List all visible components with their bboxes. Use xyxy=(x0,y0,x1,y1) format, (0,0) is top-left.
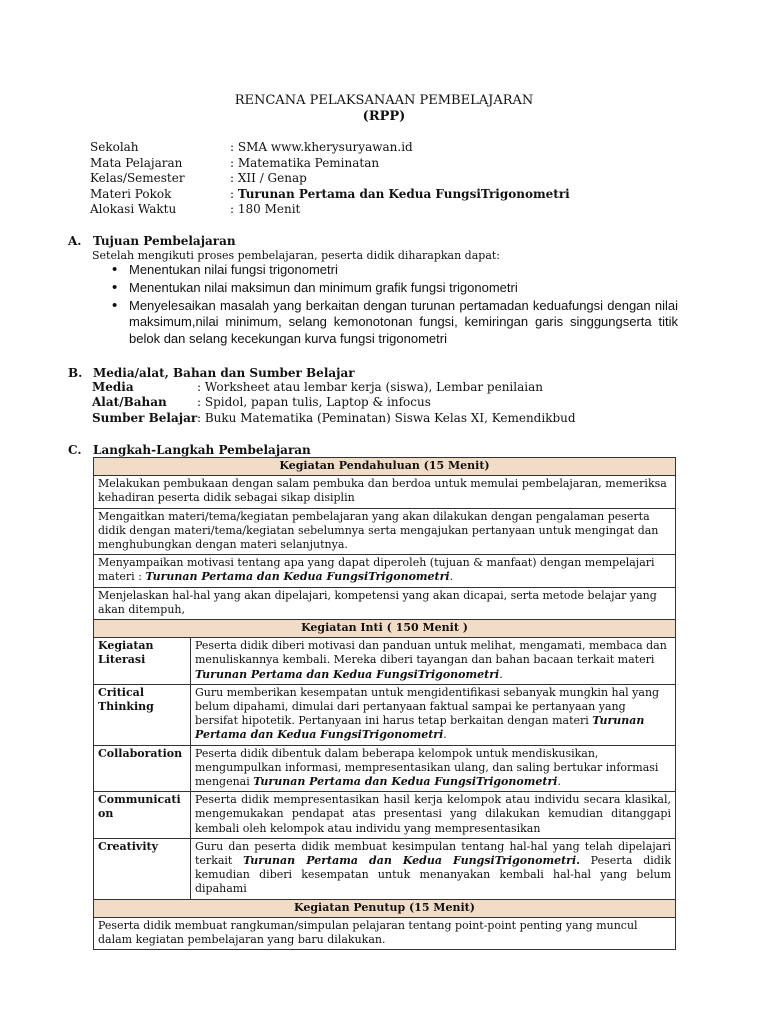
section-title: Media/alat, Bahan dan Sumber Belajar xyxy=(93,366,355,380)
row-label: Collaboration xyxy=(94,745,191,792)
info-label: Alokasi Waktu xyxy=(90,202,177,217)
table-cell: Melakukan pembukaan dengan salam pembuka dan berdoa untuk memulai pembelajaran, memeriksa kehadiran peserta didik sebagai sikap disiplin xyxy=(94,476,676,508)
row-label: Kegiatan Literasi xyxy=(94,638,191,685)
cell-emphasis: Turunan Pertama dan Kedua FungsiTrigonometri. xyxy=(243,854,580,868)
section-a-heading xyxy=(68,234,236,248)
pendahuluan-heading: Kegiatan Pendahuluan (15 Menit) xyxy=(94,458,676,476)
info-label: Materi Pokok xyxy=(90,186,172,201)
section-b-heading xyxy=(68,366,355,380)
table-cell xyxy=(191,638,676,685)
table-cell: Menjelaskan hal-hal yang akan dipelajari, kompetensi yang akan dicapai, serta metode belajar yang akan ditempuh, xyxy=(94,587,676,619)
cell-emphasis: Turunan Pertama dan Kedua FungsiTrigonometri xyxy=(145,570,450,584)
media-label: Media xyxy=(92,380,134,394)
media-row xyxy=(92,380,576,395)
info-value-prefix: : xyxy=(230,186,238,201)
table-row xyxy=(94,620,676,638)
table-cell: Peserta didik membuat rangkuman/simpulan pelajaran tentang point-point penting yang muncul dalam kegiatan pembelajaran yang baru dilakukan. xyxy=(94,917,676,949)
list-item: • Menentukan nilai maksimun dan minimum grafik fungsi trigonometri xyxy=(112,280,678,297)
section-title: Tujuan Pembelajaran xyxy=(93,234,236,248)
media-label: Alat/Bahan xyxy=(92,395,167,410)
materi-pokok-value: Turunan Pertama dan Kedua FungsiTrigonometri xyxy=(237,186,570,201)
inti-heading: Kegiatan Inti ( 150 Menit ) xyxy=(94,620,676,638)
info-row-sekolah xyxy=(90,140,570,156)
section-a-intro: Setelah mengikuti proses pembelajaran, peserta didik diharapkan dapat: xyxy=(92,249,501,262)
table-cell xyxy=(191,684,676,745)
cell-tail: Peserta didik kemudian diberi kesempatan untuk menanyakan kembali hal-hal yang belum dipahami xyxy=(195,854,671,896)
table-cell xyxy=(94,555,676,587)
learning-steps-table xyxy=(93,457,676,950)
table-row xyxy=(94,508,676,555)
media-row xyxy=(92,395,576,410)
cell-tail: . xyxy=(557,775,561,789)
info-value: : XII / Genap xyxy=(230,171,307,186)
cell-tail: . xyxy=(443,728,447,742)
cell-tail: . xyxy=(499,667,503,681)
info-row-mapel xyxy=(90,156,570,172)
table-row xyxy=(94,745,676,792)
table-row xyxy=(94,838,676,899)
penutup-heading: Kegiatan Penutup (15 Menit) xyxy=(94,899,676,917)
cell-text: Peserta didik dibentuk dalam beberapa kelompok untuk mendiskusikan, mengumpulkan informasi, mempresentasikan ulang, dan saling bertukar informasi mengenai xyxy=(195,746,659,789)
row-label: Critical Thinking xyxy=(94,684,191,745)
media-value: : Worksheet atau lembar kerja (siswa), Lembar penilaian xyxy=(197,380,543,394)
objectives-list xyxy=(112,262,678,349)
info-label: Kelas/Semester xyxy=(90,171,185,186)
document-title: RENCANA PELAKSANAAN PEMBELAJARAN xyxy=(234,93,534,108)
table-row xyxy=(94,638,676,685)
cell-text: Peserta didik mempresentasikan hasil kerja kelompok atau individu secara klasikal, mengemukakan pendapat atas presentasi yang dilakukan kemudian ditanggapi kembali oleh kelompok atau individu yang mempresentasikan xyxy=(195,793,671,835)
media-value: : Buku Matematika (Peminatan) Siswa Kelas XI, Kemendikbud xyxy=(197,410,576,425)
info-row-kelas xyxy=(90,171,570,187)
info-value: : Matematika Peminatan xyxy=(230,155,380,170)
section-title: Langkah-Langkah Pembelajaran xyxy=(93,443,311,457)
table-row xyxy=(94,458,676,476)
info-row-materi xyxy=(90,187,570,203)
cell-emphasis: Turunan Pertama dan Kedua FungsiTrigonometri xyxy=(253,775,558,789)
media-row xyxy=(92,411,576,426)
cell-text: Peserta didik diberi motivasi dan panduan untuk melihat, mengamati, membaca dan menuliskannya kembali. Mereka diberi tayangan dan bahan bacaan terkait materi xyxy=(195,639,667,667)
section-c-heading xyxy=(68,443,311,457)
cell-text: Menyampaikan motivasi tentang apa yang dapat diperoleh (tujuan & manfaat) dengan mempelajari materi : xyxy=(98,556,655,584)
table-row xyxy=(94,792,676,839)
cell-tail: . xyxy=(449,570,454,584)
info-value xyxy=(230,187,570,203)
media-value: : Spidol, papan tulis, Laptop & infocus xyxy=(197,395,431,410)
document-subtitle: (RPP) xyxy=(362,109,406,124)
table-row xyxy=(94,555,676,587)
cell-emphasis: Turunan Pertama dan Kedua FungsiTrigonometri xyxy=(195,667,500,681)
info-row-alokasi xyxy=(90,202,570,218)
row-label: Creativity xyxy=(94,838,191,899)
info-label: Sekolah xyxy=(90,140,139,154)
info-value: : SMA www.kherysuryawan.id xyxy=(230,140,413,154)
media-block xyxy=(92,380,576,426)
list-item: • Menentukan nilai fungsi trigonometri xyxy=(112,262,678,279)
section-letter: B. xyxy=(68,366,83,380)
info-value: : 180 Menit xyxy=(230,202,301,217)
table-row xyxy=(94,476,676,508)
section-letter: A. xyxy=(68,234,82,248)
cell-emphasis: Turunan Pertama dan Kedua FungsiTrigonometri xyxy=(195,714,645,742)
info-label: Mata Pelajaran xyxy=(90,155,183,170)
table-cell: Mengaitkan materi/tema/kegiatan pembelajaran yang akan dilakukan dengan pengalaman peserta didik dengan materi/tema/kegiatan sebelumnya serta mengajukan pertanyaan untuk mengingat dan menghubungkan dengan materi selanjutnya. xyxy=(94,508,676,555)
cell-text: Guru memberikan kesempatan untuk mengidentifikasi sebanyak mungkin hal yang belum dipahami, dimulai dari pertanyaan faktual sampai ke pertanyaan yang bersifat hipotetik. Pertanyaan ini harus tetap berkaitan dengan materi xyxy=(195,685,660,728)
table-cell xyxy=(191,792,676,839)
table-cell xyxy=(191,745,676,792)
identity-block xyxy=(90,140,570,218)
table-row xyxy=(94,684,676,745)
row-label: Communication xyxy=(94,792,191,839)
table-row xyxy=(94,917,676,949)
cell-text: Guru dan peserta didik membuat kesimpulan tentang hal-hal yang telah dipelajari terkait xyxy=(195,839,671,868)
table-cell xyxy=(191,838,676,899)
list-item: • Menyelesaikan masalah yang berkaitan dengan turunan pertamadan keduafungsi dengan nilai maksimum,nilai minimum, selang kemonotonan fungsi, kemiringan garis singgungserta titik belok dan selang kecekungan kurva fungsi trigonometri xyxy=(112,298,678,348)
section-letter: C. xyxy=(68,443,82,457)
table-row xyxy=(94,587,676,619)
media-label: Sumber Belajar xyxy=(92,410,198,425)
table-row xyxy=(94,899,676,917)
